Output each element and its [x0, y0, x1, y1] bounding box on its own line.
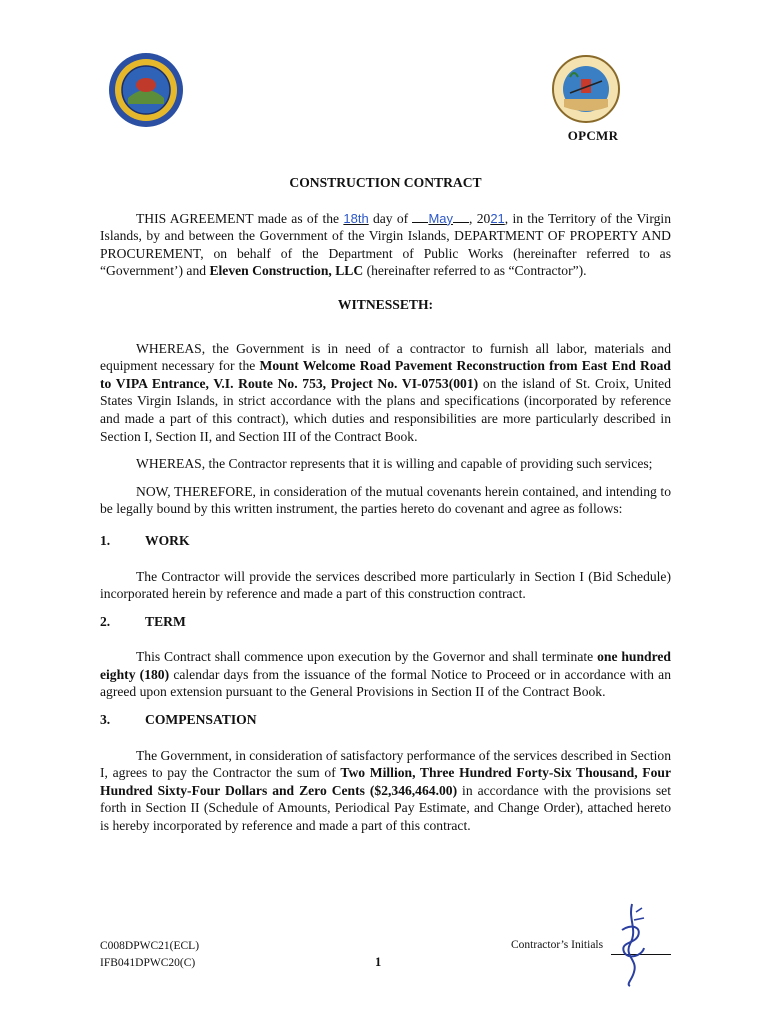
page-number: 1 [375, 955, 382, 969]
section-number: 2. [100, 613, 111, 629]
whereas1-text-1: WHEREAS, the Government is in need of a contractor to furnish all labor, materials and equipment necessary for the [100, 340, 671, 374]
contractor-initials-label: Contractor’s Initials [511, 939, 604, 951]
work-paragraph: The Contractor will provide the services described more particularly in Section I (Bid Schedule) incorporated herein by reference and made a part of this construction contract. [100, 568, 671, 602]
compensation-paragraph [100, 747, 671, 835]
section-title: WORK [145, 532, 190, 548]
contract-amount: Two Million, Three Hundred Forty-Six Thousand, Four Hundred Sixty-Four Dollars and Zero Cents ($2,346,464.00) [100, 765, 671, 798]
contract-code: C008DPWC21(ECL) [100, 940, 200, 952]
term-text-1: This Contract shall commence upon execution by the Governor and shall terminate [136, 649, 598, 665]
section-number: 1. [100, 532, 111, 548]
term-paragraph [100, 648, 671, 701]
whereas-paragraph-2: WHEREAS, the Contractor represents that it is willing and capable of providing such services; [136, 456, 653, 472]
footer-codes [100, 938, 199, 972]
agreement-month: May [428, 210, 454, 226]
compensation-text-2: in accordance with the provisions set forth in Section II (Schedule of Amounts, Periodical Pay Estimate, and Change Order), attached hereto is hereby incorporated by reference and made a part of this contract. [100, 782, 671, 834]
opcmr-seal-icon [552, 55, 620, 123]
section-title: COMPENSATION [145, 712, 257, 728]
org-abbreviation: OPCMR [567, 128, 619, 143]
intro-text-1: THIS AGREEMENT made as of the [136, 210, 344, 226]
intro-text-5: (hereinafter referred to as “Contractor”). [363, 263, 587, 279]
ifb-code: IFB041DPWC20(C) [100, 957, 196, 969]
contract-body [100, 174, 671, 845]
section-number: 3. [100, 712, 111, 728]
intro-text-4: , in the Territory of the Virgin Islands, by and between the Government of the Virgin Islands, DEPARTMENT OF PROPERTY AND PROCUREMENT, on behalf of the Department of Public Works (hereinafter referred to as “Government’) and [100, 210, 671, 279]
agreement-year: 21 [490, 210, 505, 226]
handwritten-initials-icon [608, 900, 658, 988]
blank-line [412, 222, 428, 223]
intro-paragraph [100, 210, 671, 280]
section-heading-compensation [100, 711, 671, 729]
contractor-name: Eleven Construction, LLC [209, 263, 364, 279]
term-text-2: calendar days from the issuance of the formal Notice to Proceed or in accordance with an agreed upon extension pursuant to the General Provisions in Section II of the Contract Book. [100, 666, 671, 700]
government-seal-icon [108, 52, 184, 128]
section-heading-work [100, 532, 671, 550]
whereas-paragraph-1 [100, 340, 671, 446]
intro-text-2: day of [368, 210, 413, 226]
intro-text-3: , 20 [469, 210, 491, 226]
term-duration: one hundred eighty (180) [100, 649, 671, 682]
agreement-day: 18th [343, 210, 369, 226]
project-name: Mount Welcome Road Pavement Reconstruction from East End Road to VIPA Entrance, V.I. Route No. 753, Project No. VI-0753(001) [100, 358, 671, 391]
document-title: CONSTRUCTION CONTRACT [289, 175, 482, 190]
blank-line [453, 222, 469, 223]
section-heading-term [100, 613, 671, 631]
whereas1-text-2: on the island of St. Croix, United States Virgin Islands, in strict accordance with the plans and specifications (incorporated by reference and made a part of this contract), which duties and responsibilities are more particularly described in Section I, Section II, and Section III of the Contract Book. [100, 375, 671, 444]
compensation-text-1: The Government, in consideration of satisfactory performance of the services described in Section I, agrees to pay the Contractor the sum of [100, 747, 671, 781]
now-therefore-paragraph: NOW, THEREFORE, in consideration of the mutual covenants herein contained, and intending to be legally bound by this written instrument, the parties hereto do covenant and agree as follows: [100, 483, 671, 517]
section-title: TERM [145, 613, 186, 629]
witnesseth-heading: WITNESSETH: [337, 296, 434, 312]
